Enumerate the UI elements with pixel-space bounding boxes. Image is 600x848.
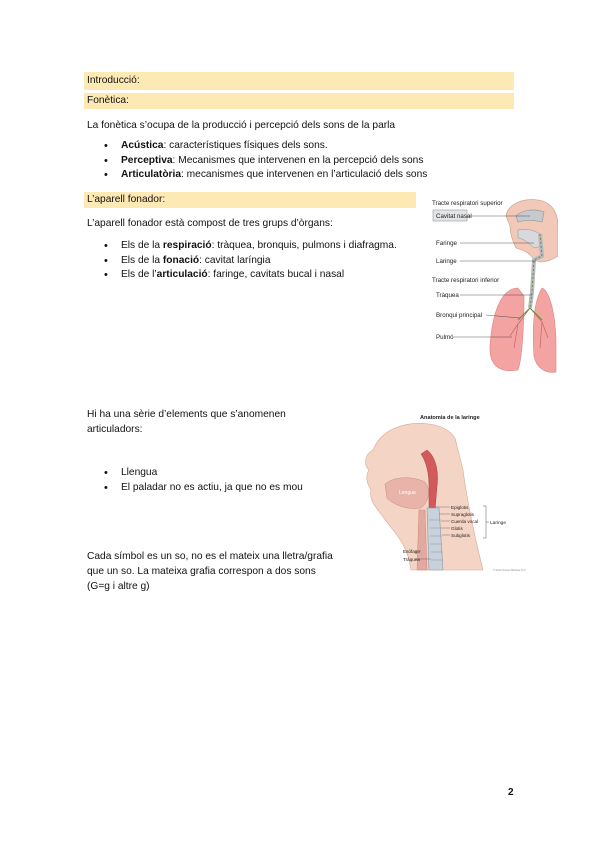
item-text: : faringe, cavitats bucal i nasal xyxy=(207,269,345,280)
laringe-bracket xyxy=(483,506,489,538)
item-text: : cavitat laríngia xyxy=(199,254,271,266)
list-item xyxy=(104,268,397,283)
heading-text: L’aparell fonador: xyxy=(87,194,166,205)
line: que un so. La mateixa grafia correspon a dos sons xyxy=(87,566,316,577)
figure-credit: © 2012 Terese Winslow LLC xyxy=(493,569,526,572)
articuladors-intro xyxy=(87,407,286,437)
articuladors-list xyxy=(104,466,303,495)
simbol-paragraph xyxy=(87,549,333,594)
larynx-anatomy-figure xyxy=(355,410,533,575)
item-text: : característiques físiques dels sons. xyxy=(163,140,328,151)
paragraph-text: L’aparell fonador està compost de tres grups d’òrgans: xyxy=(87,218,333,229)
term: Perceptiva xyxy=(121,154,173,166)
section-heading-introduccio xyxy=(84,72,514,90)
list-item xyxy=(104,481,303,496)
line: Cada símbol es un so, no es el mateix una lletra/grafia xyxy=(87,551,333,562)
label-traquea: Tráquea xyxy=(403,557,420,562)
term: Articulatòria xyxy=(121,169,182,180)
aparell-list xyxy=(104,239,397,283)
label-traquea: Tràquea xyxy=(436,292,459,299)
list-item xyxy=(104,254,397,269)
heading-text: Fonètica: xyxy=(87,95,129,106)
label-esofago: Esófago xyxy=(403,549,420,554)
label-cavitat-nasal: Cavitat nasal xyxy=(436,213,472,220)
left-lung xyxy=(490,288,524,371)
item-text: : Mecanismes que intervenen en la percepció dels sons xyxy=(172,154,424,166)
label-faringe: Faringe xyxy=(436,240,457,247)
upper-title: Tracte respiratori superior xyxy=(432,200,503,207)
item-text: El paladar no es actiu, ja que no es mou xyxy=(121,481,303,493)
label-bronqui: Bronqui principal xyxy=(436,312,483,319)
label-glotis: Glotis xyxy=(451,526,463,531)
list-item xyxy=(104,239,397,254)
aparell-intro xyxy=(87,216,333,231)
label-laringe: Laringe xyxy=(436,258,457,265)
label-lengua: Lengua xyxy=(399,490,416,496)
label-epiglotis: Epiglotis xyxy=(451,505,469,510)
line: articuladors: xyxy=(87,424,143,435)
term: articulació xyxy=(156,269,208,280)
fonetica-intro xyxy=(87,118,395,133)
section-heading-aparell xyxy=(84,192,416,208)
respiratory-tract-figure xyxy=(430,196,558,376)
list-item xyxy=(104,139,427,154)
label-pulmo: Pulmó xyxy=(436,334,454,341)
figure-title: Anatomia de la laringe xyxy=(420,415,480,421)
list-item xyxy=(104,154,427,169)
section-heading-fonetica xyxy=(84,93,514,109)
item-text: : tràquea, bronquis, pulmons i diafragma. xyxy=(211,240,397,251)
paragraph-text: La fonètica s’ocupa de la producció i percepció dels sons de la parla xyxy=(87,120,396,131)
item-pre: Els de l’ xyxy=(121,269,157,280)
fonetica-list xyxy=(104,139,427,183)
term: respiració xyxy=(162,240,212,251)
term: Acústica xyxy=(121,140,164,151)
item-pre: Els de la xyxy=(121,254,163,266)
item-pre: Els de la xyxy=(121,240,163,251)
lower-title: Tracte respiratori inferior xyxy=(432,277,500,284)
item-text: : mecanismes que intervenen en l’articulació dels sons xyxy=(181,169,428,180)
label-cuerda-vocal: Cuerda vocal xyxy=(451,519,479,524)
page-number: 2 xyxy=(508,787,514,798)
heading-text: Introducció: xyxy=(87,75,140,86)
line: (G=g i altre g) xyxy=(87,581,150,592)
term: fonació xyxy=(162,254,200,266)
label-subglotis: Subglotis xyxy=(451,533,470,538)
label-supraglotis: Supraglotis xyxy=(451,512,474,517)
label-laringe: Laringe xyxy=(490,521,507,526)
item-text: Llengua xyxy=(121,467,158,478)
list-item xyxy=(104,466,303,481)
line: Hi ha una sèrie d’elements que s’anomenen xyxy=(87,409,286,420)
list-item xyxy=(104,168,427,183)
right-lung xyxy=(533,288,556,372)
